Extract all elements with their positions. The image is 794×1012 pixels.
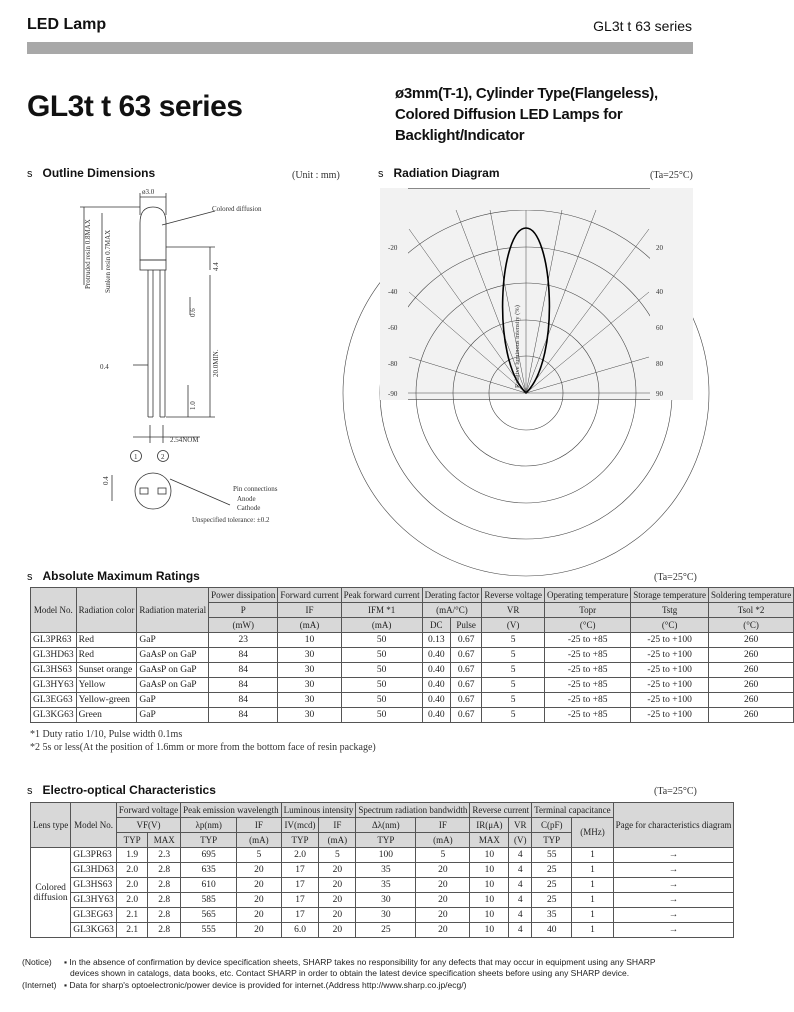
- page-arrow-icon: →: [613, 908, 734, 923]
- electro-table: [30, 802, 734, 938]
- absmax-cell: 10: [278, 633, 341, 648]
- absmax-cell: -25 to +85: [545, 693, 631, 708]
- electro-sub2: (mA): [237, 833, 281, 848]
- electro-header-row: [31, 803, 734, 818]
- electro-sub2: TYP: [356, 833, 416, 848]
- electro-cell: 17: [281, 878, 319, 893]
- header-title: LED Lamp: [27, 16, 107, 33]
- electro-header: Peak emission wavelength: [181, 803, 281, 818]
- absmax-cell: -25 to +100: [631, 633, 709, 648]
- radiation-title: Radiation Diagram: [393, 166, 500, 180]
- absmax-unit: (°C): [545, 618, 631, 633]
- electro-cell: GL3HY63: [71, 893, 117, 908]
- absmax-sub: VR: [482, 603, 545, 618]
- electro-cell: 20: [237, 908, 281, 923]
- pin-2-label: 2: [161, 453, 165, 461]
- absmax-cell: 84: [209, 708, 278, 723]
- tick-left: -60: [388, 324, 398, 332]
- absmax-cell: 5: [482, 648, 545, 663]
- dim-0-6: 0.6: [189, 308, 197, 317]
- absmax-cell: 0.67: [450, 708, 481, 723]
- electro-sub: IR(μA): [470, 818, 509, 833]
- absmax-cell: 50: [341, 708, 422, 723]
- electro-cell: 40: [532, 923, 572, 938]
- subtitle-line: ø3mm(T-1), Cylinder Type(Flangeless),: [395, 85, 658, 102]
- electro-sub2: (mA): [319, 833, 356, 848]
- electro-sub2: TYP: [281, 833, 319, 848]
- electro-sub: (MHz): [572, 818, 613, 848]
- electro-cell: 17: [281, 863, 319, 878]
- absmax-cell: GL3HY63: [31, 678, 77, 693]
- absmax-header: Peak forward current: [341, 588, 422, 603]
- tick-left: -20: [388, 244, 398, 252]
- electro-sub2: (mA): [416, 833, 470, 848]
- electro-cell: GL3EG63: [71, 908, 117, 923]
- absmax-cell: 260: [708, 678, 793, 693]
- absmax-cell: GaAsP on GaP: [137, 663, 209, 678]
- electro-cell: 1.9: [116, 848, 147, 863]
- absmax-note-1: *1 Duty ratio 1/10, Pulse width 0.1ms: [30, 729, 183, 740]
- electro-sub: VR: [509, 818, 532, 833]
- electro-cell: 2.3: [148, 848, 181, 863]
- electro-cell: 635: [181, 863, 237, 878]
- outline-section-title: [27, 166, 155, 180]
- electro-row: [31, 863, 734, 878]
- electro-cell: 695: [181, 848, 237, 863]
- absmax-row: [31, 633, 794, 648]
- electro-cell: 610: [181, 878, 237, 893]
- electro-cell: 585: [181, 893, 237, 908]
- electro-cell: 2.1: [116, 908, 147, 923]
- absmax-cell: 260: [708, 633, 793, 648]
- electro-sub: λp(nm): [181, 818, 237, 833]
- absmax-cell: -25 to +100: [631, 708, 709, 723]
- electro-row: [31, 923, 734, 938]
- electro-cell: 35: [532, 908, 572, 923]
- absmax-cell: 84: [209, 663, 278, 678]
- internet-line: ▪ Data for sharp's optoelectronic/power device is provided for internet.(Address http://www.sharp.co.jp/ecg/): [64, 980, 467, 990]
- electro-cell: 10: [470, 893, 509, 908]
- absmax-cell: Yellow: [76, 678, 137, 693]
- electro-cell: 565: [181, 908, 237, 923]
- tick-left: -80: [388, 360, 398, 368]
- electro-title: Electro-optical Characteristics: [42, 783, 216, 797]
- pin-connections: Pin connections: [233, 485, 278, 493]
- page-title: GL3t t 63 series: [27, 90, 243, 123]
- absmax-sub: IF: [278, 603, 341, 618]
- absmax-row: [31, 648, 794, 663]
- page-arrow-icon: →: [613, 848, 734, 863]
- electro-cell: 1: [572, 863, 613, 878]
- outline-title: Outline Dimensions: [42, 166, 156, 180]
- notice-line-1: ▪ In the absence of confirmation by device specification sheets, SHARP takes no responsibility for any defects that may occur in equipment using any SHARP: [64, 957, 656, 967]
- dim-diameter: ø3.0: [142, 188, 155, 196]
- absmax-header: Radiation material: [137, 588, 209, 633]
- page-arrow-icon: →: [613, 923, 734, 938]
- label-sunken: Sunken resin 0.7MAX: [104, 229, 112, 293]
- electro-cell: 1: [572, 908, 613, 923]
- electro-cell: 1: [572, 848, 613, 863]
- header-series: GL3t t 63 series: [593, 18, 692, 34]
- absmax-cell: 260: [708, 648, 793, 663]
- absmax-cell: 5: [482, 693, 545, 708]
- absmax-unit: Pulse: [450, 618, 481, 633]
- dim-0-4: 0.4: [102, 476, 110, 485]
- dim-lead-length: 20.0MIN.: [212, 349, 220, 377]
- electro-section-title: [27, 783, 216, 797]
- absmax-cell: 30: [278, 648, 341, 663]
- electro-cell: 17: [281, 908, 319, 923]
- notice-label: (Notice): [22, 957, 52, 967]
- absmax-section-title: [27, 569, 200, 583]
- electro-cell: 10: [470, 878, 509, 893]
- tick-right: 90: [656, 390, 663, 398]
- absmax-cell: 0.40: [422, 663, 450, 678]
- absmax-row: [31, 678, 794, 693]
- electro-row: [31, 908, 734, 923]
- absmax-unit: (mA): [278, 618, 341, 633]
- absmax-cell: GaP: [137, 708, 209, 723]
- electro-cell: 25: [532, 878, 572, 893]
- absmax-header: Reverse voltage: [482, 588, 545, 603]
- led-base: [140, 260, 166, 270]
- dim-pitch: 2.54NOM: [170, 436, 199, 444]
- absmax-header-row: [31, 588, 794, 603]
- tick-right: 60: [656, 324, 663, 332]
- absmax-cell: 5: [482, 663, 545, 678]
- tick-right: 40: [656, 288, 663, 296]
- electro-cell: 10: [470, 863, 509, 878]
- absmax-table: [30, 587, 794, 723]
- dim-1-0: 1.0: [189, 401, 197, 410]
- electro-cell: 2.8: [148, 908, 181, 923]
- absmax-unit: (°C): [708, 618, 793, 633]
- electro-sub: IF: [319, 818, 356, 833]
- absmax-sub: P: [209, 603, 278, 618]
- electro-row: [31, 893, 734, 908]
- absmax-cell: -25 to +100: [631, 678, 709, 693]
- electro-cell: 1: [572, 923, 613, 938]
- absmax-cell: 5: [482, 678, 545, 693]
- electro-sub2: TYP: [532, 833, 572, 848]
- electro-cell: 25: [356, 923, 416, 938]
- electro-cell: 2.8: [148, 893, 181, 908]
- notice-text-1: In the absence of confirmation by device specification sheets, SHARP takes no responsibility for any defects that may occur in equipment using any SHARP: [69, 957, 656, 967]
- electro-cell: 20: [416, 923, 470, 938]
- subtitle-line: Backlight/Indicator: [395, 127, 525, 144]
- electro-cell: 20: [237, 893, 281, 908]
- absmax-cell: -25 to +85: [545, 633, 631, 648]
- electro-sub: IV(mcd): [281, 818, 319, 833]
- absmax-cell: -25 to +100: [631, 693, 709, 708]
- absmax-sub: Tstg: [631, 603, 709, 618]
- dim-height: 4.4: [212, 262, 220, 271]
- electro-cell: 4: [509, 878, 532, 893]
- electro-sub: IF: [416, 818, 470, 833]
- electro-cell: 1: [572, 893, 613, 908]
- electro-cell: 2.0: [116, 893, 147, 908]
- absmax-header: Radiation color: [76, 588, 137, 633]
- electro-header: Page for characteristics diagram: [613, 803, 734, 848]
- electro-cell: 20: [416, 908, 470, 923]
- absmax-cell: 50: [341, 693, 422, 708]
- electro-cell: 20: [319, 878, 356, 893]
- absmax-cell: 84: [209, 678, 278, 693]
- electro-sub2: MAX: [470, 833, 509, 848]
- radiation-section-title: [378, 166, 500, 180]
- absmax-cell: 23: [209, 633, 278, 648]
- absmax-condition: (Ta=25°C): [654, 572, 697, 583]
- electro-cell: 2.8: [148, 863, 181, 878]
- absmax-cell: 50: [341, 678, 422, 693]
- absmax-unit: (°C): [631, 618, 709, 633]
- absmax-cell: 84: [209, 648, 278, 663]
- outline-unit: (Unit : mm): [292, 170, 340, 181]
- electro-cell: 555: [181, 923, 237, 938]
- electro-sub2: (V): [509, 833, 532, 848]
- absmax-row: [31, 663, 794, 678]
- electro-cell: 55: [532, 848, 572, 863]
- label-colored-diffusion: Colored diffusion: [212, 205, 262, 213]
- electro-cell: 20: [319, 863, 356, 878]
- pin-anode: Anode: [237, 495, 256, 503]
- absmax-header: Operating temperature: [545, 588, 631, 603]
- absmax-cell: -25 to +100: [631, 663, 709, 678]
- absmax-cell: 260: [708, 663, 793, 678]
- bullet-icon: s: [27, 168, 33, 180]
- electro-cell: 4: [509, 848, 532, 863]
- absmax-cell: 0.40: [422, 708, 450, 723]
- electro-cell: 100: [356, 848, 416, 863]
- header-bar: [27, 42, 693, 54]
- dim-lead-width: 0.4: [100, 363, 109, 371]
- electro-cell: GL3HS63: [71, 878, 117, 893]
- absmax-cell: -25 to +100: [631, 648, 709, 663]
- absmax-cell: 30: [278, 693, 341, 708]
- electro-cell: 5: [319, 848, 356, 863]
- tick-right: 80: [656, 360, 663, 368]
- subtitle-line: Colored Diffusion LED Lamps for: [395, 106, 623, 123]
- absmax-cell: 0.40: [422, 678, 450, 693]
- electro-sub: Δλ(nm): [356, 818, 416, 833]
- absmax-cell: 260: [708, 693, 793, 708]
- electro-cell: GL3HD63: [71, 863, 117, 878]
- electro-cell: 5: [416, 848, 470, 863]
- electro-cell: 1: [572, 878, 613, 893]
- absmax-cell: Green: [76, 708, 137, 723]
- lens-type-cell: Colored diffusion: [31, 848, 71, 938]
- electro-cell: 2.0: [116, 863, 147, 878]
- electro-cell: 20: [416, 863, 470, 878]
- absmax-title: Absolute Maximum Ratings: [42, 569, 200, 583]
- tick-left: -40: [388, 288, 398, 296]
- electro-cell: 30: [356, 908, 416, 923]
- electro-sub: IF: [237, 818, 281, 833]
- absmax-cell: 0.67: [450, 648, 481, 663]
- absmax-cell: Sunset orange: [76, 663, 137, 678]
- electro-header: Reverse current: [470, 803, 532, 818]
- internet-text: Data for sharp's optoelectronic/power device is provided for internet.(Address http://www.sharp.co.jp/ecg/): [69, 980, 467, 990]
- absmax-cell: 50: [341, 663, 422, 678]
- electro-cell: 20: [237, 863, 281, 878]
- absmax-cell: 0.67: [450, 633, 481, 648]
- notice-line-2: devices shown in catalogs, data books, etc. Contact SHARP in order to obtain the latest device specification sheets before using any SHARP device.: [70, 968, 630, 978]
- electro-header: Model No.: [71, 803, 117, 848]
- electro-cell: 25: [532, 863, 572, 878]
- absmax-cell: Red: [76, 633, 137, 648]
- electro-cell: 20: [319, 893, 356, 908]
- electro-cell: 6.0: [281, 923, 319, 938]
- outline-drawing: [40, 185, 360, 530]
- electro-cell: 4: [509, 863, 532, 878]
- electro-header: Luminous intensity: [281, 803, 356, 818]
- absmax-cell: -25 to +85: [545, 678, 631, 693]
- absmax-cell: GL3HS63: [31, 663, 77, 678]
- absmax-cell: GaAsP on GaP: [137, 648, 209, 663]
- radiation-ylabel: Relative luminous intensity (%): [514, 305, 521, 388]
- electro-cell: 2.8: [148, 878, 181, 893]
- absmax-header: Power dissipation: [209, 588, 278, 603]
- electro-cell: 10: [470, 908, 509, 923]
- absmax-cell: Red: [76, 648, 137, 663]
- absmax-unit: (mW): [209, 618, 278, 633]
- absmax-cell: -25 to +85: [545, 648, 631, 663]
- electro-sub: VF(V): [116, 818, 180, 833]
- electro-header: Lens type: [31, 803, 71, 848]
- absmax-note-2: *2 5s or less(At the position of 1.6mm or more from the bottom face of resin package): [30, 742, 376, 753]
- electro-sub2: TYP: [181, 833, 237, 848]
- absmax-header: Forward current: [278, 588, 341, 603]
- electro-sub2: TYP: [116, 833, 147, 848]
- electro-cell: 10: [470, 923, 509, 938]
- electro-cell: 20: [237, 878, 281, 893]
- absmax-cell: Yellow-green: [76, 693, 137, 708]
- electro-cell: 35: [356, 863, 416, 878]
- electro-row: [31, 878, 734, 893]
- pin-cathode: Cathode: [237, 504, 261, 512]
- absmax-sub: Tsol *2: [708, 603, 793, 618]
- absmax-unit: (V): [482, 618, 545, 633]
- electro-cell: 35: [356, 878, 416, 893]
- absmax-header: Soldering temperature: [708, 588, 793, 603]
- electro-cell: GL3PR63: [71, 848, 117, 863]
- absmax-cell: 0.13: [422, 633, 450, 648]
- electro-header: Spectrum radiation bandwidth: [356, 803, 470, 818]
- bullet-icon: s: [27, 571, 33, 583]
- absmax-cell: GaP: [137, 633, 209, 648]
- radiation-condition: (Ta=25°C): [650, 170, 693, 181]
- electro-cell: 17: [281, 893, 319, 908]
- absmax-header: Storage temperature: [631, 588, 709, 603]
- electro-header: Terminal capacitance: [532, 803, 614, 818]
- bullet-icon: s: [27, 785, 33, 797]
- electro-row: [31, 848, 734, 863]
- internet-label: (Internet): [22, 980, 57, 990]
- radiation-diagram: [380, 188, 693, 400]
- absmax-unit: (mA): [341, 618, 422, 633]
- absmax-cell: 0.40: [422, 648, 450, 663]
- electro-cell: 5: [237, 848, 281, 863]
- electro-cell: 2.0: [116, 878, 147, 893]
- absmax-sub: (mA/°C): [422, 603, 482, 618]
- electro-sub2: MAX: [148, 833, 181, 848]
- electro-sub: C(pF): [532, 818, 572, 833]
- electro-cell: 4: [509, 893, 532, 908]
- absmax-cell: 30: [278, 708, 341, 723]
- electro-cell: 2.8: [148, 923, 181, 938]
- absmax-cell: -25 to +85: [545, 708, 631, 723]
- electro-condition: (Ta=25°C): [654, 786, 697, 797]
- absmax-cell: 0.40: [422, 693, 450, 708]
- absmax-cell: GL3KG63: [31, 708, 77, 723]
- electro-cell: 2.1: [116, 923, 147, 938]
- led-body: [140, 207, 166, 260]
- absmax-header: Derating factor: [422, 588, 482, 603]
- absmax-sub: IFM *1: [341, 603, 422, 618]
- electro-cell: 20: [416, 893, 470, 908]
- subtitle: [395, 83, 705, 146]
- electro-cell: 20: [237, 923, 281, 938]
- absmax-cell: 84: [209, 693, 278, 708]
- absmax-cell: -25 to +85: [545, 663, 631, 678]
- electro-cell: 20: [416, 878, 470, 893]
- absmax-header: Model No.: [31, 588, 77, 633]
- pin-1-label: 1: [134, 453, 138, 461]
- page-arrow-icon: →: [613, 863, 734, 878]
- label-resin: Protruded resin 0.8MAX: [84, 219, 92, 289]
- absmax-cell: GaP: [137, 693, 209, 708]
- absmax-cell: GL3EG63: [31, 693, 77, 708]
- absmax-cell: 5: [482, 633, 545, 648]
- absmax-cell: 0.67: [450, 693, 481, 708]
- absmax-cell: 0.67: [450, 663, 481, 678]
- absmax-cell: GL3HD63: [31, 648, 77, 663]
- absmax-unit: DC: [422, 618, 450, 633]
- bullet-icon: s: [378, 168, 384, 180]
- page-arrow-icon: →: [613, 878, 734, 893]
- tick-right: 20: [656, 244, 663, 252]
- absmax-row: [31, 708, 794, 723]
- electro-cell: 30: [356, 893, 416, 908]
- absmax-cell: 260: [708, 708, 793, 723]
- electro-cell: 4: [509, 908, 532, 923]
- electro-cell: 20: [319, 908, 356, 923]
- tick-left: -90: [388, 390, 398, 398]
- absmax-cell: 0.67: [450, 678, 481, 693]
- absmax-row: [31, 693, 794, 708]
- electro-cell: 20: [319, 923, 356, 938]
- page-arrow-icon: →: [613, 893, 734, 908]
- absmax-cell: 30: [278, 678, 341, 693]
- electro-header: Forward voltage: [116, 803, 180, 818]
- absmax-cell: GaAsP on GaP: [137, 678, 209, 693]
- absmax-cell: 5: [482, 708, 545, 723]
- electro-cell: 25: [532, 893, 572, 908]
- absmax-cell: 30: [278, 663, 341, 678]
- absmax-cell: 50: [341, 633, 422, 648]
- absmax-sub: Topr: [545, 603, 631, 618]
- absmax-cell: 50: [341, 648, 422, 663]
- electro-cell: 4: [509, 923, 532, 938]
- electro-cell: 2.0: [281, 848, 319, 863]
- electro-cell: GL3KG63: [71, 923, 117, 938]
- electro-cell: 10: [470, 848, 509, 863]
- tolerance-note: Unspecified tolerance: ±0.2: [192, 516, 270, 524]
- absmax-cell: GL3PR63: [31, 633, 77, 648]
